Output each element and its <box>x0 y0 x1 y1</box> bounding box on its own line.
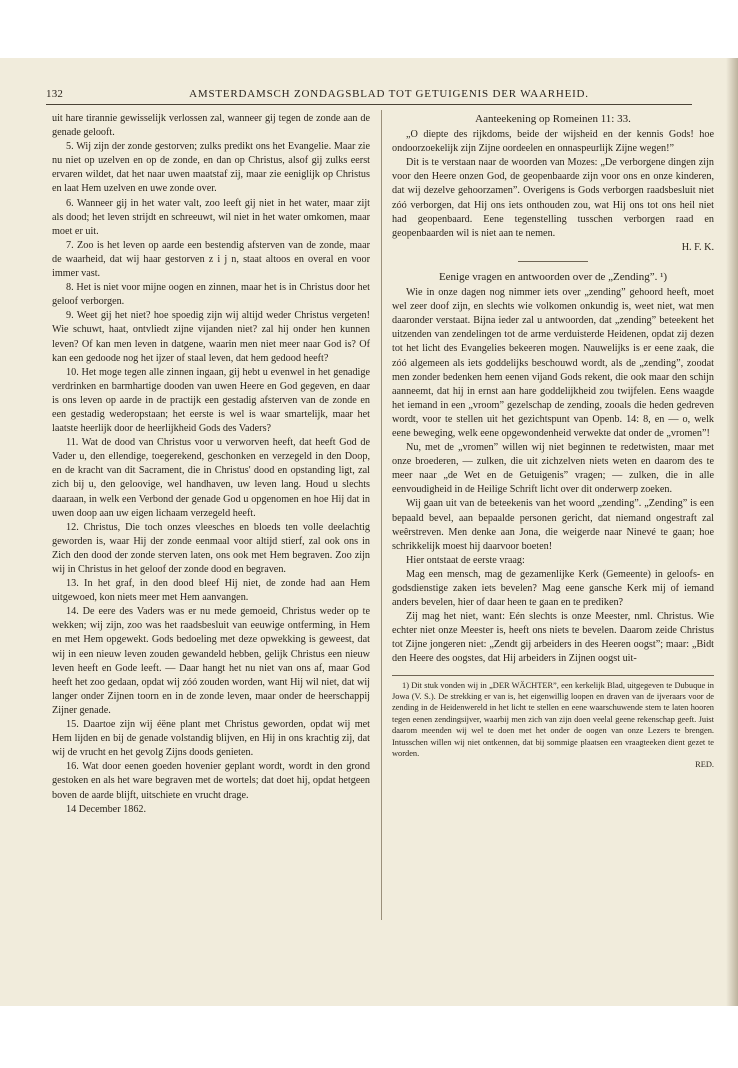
paragraph: 6. Wanneer gij in het water valt, zoo leeft gij niet in het water, maar zijt als dood; het leven strijdt en schreeuwt, wil niet in het water omkomen, maar moet er uit. <box>52 197 370 237</box>
paragraph: 13. In het graf, in den dood bleef Hij niet, de zonde had aan Hem uitgewoed, kon niets meer met Hem aanvangen. <box>52 578 370 604</box>
paragraph: 8. Het is niet voor mijne oogen en zinnen, maar het is in Christus door het geloof verborgen. <box>52 282 370 308</box>
paragraph: Wij gaan uit van de beteekenis van het woord „zending”. „Zending” is een bepaald bevel, aan bepaalde personen gericht, dat niemand ongestraft zal weêrstreven. Men denke aan Jona, die weigerde naar Ninevé te gaan; hoe schrikkelijk moest hij daarvoor boeten! <box>392 498 714 552</box>
footnote-signature: RED. <box>695 760 714 770</box>
paragraph: Zij mag het niet, want: Eén slechts is onze Meester, nml. Christus. Wie echter niet onze Meester is, heeft ons niets te bevelen. Daarom zeide Christus tot Zijne jongeren niet: „Zendt gij arbeiders in des Heeren oogst”; maar: „Bidt den Heere des oogstes, dat Hij arbeiders in Zijnen oogst uit- <box>392 611 714 665</box>
paragraph: Hier ontstaat de eerste vraag: <box>406 554 525 566</box>
section-divider <box>518 261 588 262</box>
page-header <box>46 88 692 105</box>
paragraph: 9. Weet gij het niet? hoe spoedig zijn wij altijd weder Christus vergeten! Wie schuwt, haat, ontvliedt zijne vijanden niet? zal hij onder hen kunnen leven? Of kan men leven in datgene, waarin men niet meer naar God is? Of kan een gedoode nog het ijzer of staal leven, dat hem gedood heeft? <box>52 310 370 364</box>
document-page <box>0 58 738 1006</box>
journal-title: AMSTERDAMSCH ZONDAGSBLAD TOT GETUIGENIS DER WAARHEID. <box>189 88 589 100</box>
paragraph: 10. Het moge tegen alle zinnen ingaan, gij hebt u evenwel in het genadige verdrinken en barmhartige dooden van uwen Heere en God gegeven, en daar is ons leven op aarde in de practijk een gestadig afsterven van de zonde en een gestadig wederopstaan; het eerste is wel is waar smartelijk, maar het laatste heerlijk door de heerlijkheid Gods des Vaders? <box>52 366 370 435</box>
paragraph: Wie in onze dagen nog nimmer iets over „zending” gehoord heeft, moet wel zeer doof zijn, en slechts wie volkomen onkundig is, weet niet, wat men daaronder verstaat. Bijna ieder zal u antwoorden, dat „zending” beteekent het uitzenden van zendelingen tot de arme verduisterde Heidenen, opdat zij dezen tot het licht des Evangelies bekeeren mogen. Nauwelijks is er eene zaak, die zóó algemeen als iets goddelijks beschouwd wordt, als de „zending”, zoodat men zonder bedenken hem eenen vijand Gods rekent, die ook maar den schijn aanneemt, dat hij in ernst aan hare goddelijkheid zou twijfelen. Eens waagde het iemand in een „vroom” gezelschap de zending, zooals die heden gedreven wordt, voor te stellen uit het gezichtspunt van Openb. 14: 8, en — o, welk eene beweging, welk eene opgewondenheid verwekte dat onder de „vromen”! <box>392 287 714 439</box>
paragraph: 14. De eere des Vaders was er nu mede gemoeid, Christus weder op te wekken; wij zijn, zoo was het raadsbesluit van eeuwige ontferming, in Hem en met Hem opgewekt. Gods bedoeling met deze opwekking is geweest, dat wij in een nieuw leven zouden gewandeld hebben, gelijk Christus een nieuw leven heeft en Gode leeft. — Daar hangt het nu niet van ons af, maar God heeft het zoo gedaan, opdat wij zóó zouden worden, want Hij wil niet, dat wij langer onder Zijnen toorn en in de zonde leven, maar onder de heerschappij Zijner genade. <box>52 606 370 716</box>
paragraph: 15. Daartoe zijn wij éëne plant met Christus geworden, opdat wij met Hem lijden en bij de genade volstandig blijven, en Hij in ons krachtig zij, dat wij de vrucht en het gevolg Zijns doods genieten. <box>52 719 370 759</box>
paragraph: Dit is te verstaan naar de woorden van Mozes: „De verborgene dingen zijn voor den Heere onzen God, de geopenbaarde zijn voor ons en onze kinderen, dat wij dezelve gehoorzamen”. Overigens is Gods verborgen raadsbesluit niet zóó verborgen, dat Hij ons iets onthouden zou, wat Hij ons tot ons heil niet had geopenbaard. Eene tegenstelling tusschen verborgen raad en geopenbaarden wil is niet aan te nemen. <box>392 157 714 239</box>
section-title: Eenige vragen en antwoorden over de „Zending”. ¹) <box>438 270 668 283</box>
footnote <box>392 675 714 771</box>
author-signature: H. F. K. <box>681 241 714 253</box>
page-number: 132 <box>46 88 64 100</box>
paragraph: 7. Zoo is het leven op aarde een bestendig afsterven van de zonde, maar de waarheid, dat wij haar gestorven z i j n, staat altoos en overal en voor immer vast. <box>52 239 370 280</box>
column-divider <box>381 110 382 920</box>
paragraph: Mag een mensch, mag de gezamenlijke Kerk (Gemeente) in geloofs- en godsdienstige zaken iets bevelen? Mag eene gansche Kerk mij of iemand anders bevelen, hier of daar heen te gaan en te prediken? <box>392 568 714 609</box>
paragraph: 5. Wij zijn der zonde gestorven; zulks predikt ons het Evangelie. Maar zie nu niet op uzelven en op de zonde, en dan op Christus, alsof gij zulks eerst ervaren wildet, dat het naar uwen maatstaf zij, maar zie eeniglijk op Christus en laat Hem uzelven en uwe zonde over. <box>52 141 370 195</box>
section-title: Aanteekening op Romeinen 11: 33. <box>475 113 631 125</box>
paragraph: uit hare tirannie gewisselijk verlossen zal, wanneer gij tegen de zonde aan de genade gelooft. <box>52 113 370 139</box>
scripture-quote: „O diepte des rijkdoms, beide der wijsheid en der kennis Gods! hoe ondoorzoekelijk zijn Zijne oordeelen en onnaspeurlijk Zijne wegen!” <box>392 129 714 155</box>
paragraph: 12. Christus, Die toch onzes vleesches en bloeds ten volle deelachtig geworden is, waar Hij der zonde eenmaal voor altijd stierf, zal ook ons in Zich den dood der zonde sterven laten, ons ook met Hem begraven. Zoo zijn wij in Christus in het geloof der zonde dood en begraven. <box>52 521 370 575</box>
left-column <box>52 112 370 817</box>
bottom-margin <box>0 1006 738 1068</box>
footnote-text: 1) Dit stuk vonden wij in „DER WÄCHTER”, een kerkelijk Blad, uitgegeven te Dubuque in Jowa (V. S.). De strekking er van is, het eigenwillig loopen en draven van de ijveraars voor de zending in de Heidenwereld in het licht te stellen en eene waarschuwende stem te laten hooren tegen eenen zendingsijver, waarbij men zich van zijn doen veelal geene rekenschap geeft. Juist daarom meenden wij wel te doen met het onder de oogen van onze Lezers te brengen. Intusschen willen wij niet ontkennen, dat bij sommige plaatsen een vraagteeken dient gezet te worden. <box>392 680 714 758</box>
paragraph: Nu, met de „vromen” willen wij niet beginnen te redetwisten, maar met onze broederen, — zulken, die uit zichzelven niets weten en daarom des te meer naar „de Wet en de Getuigenis” vragen; — zulken, die in alle eenvoudigheid in de Heilige Schrift licht over dit onderwerp zoeken. <box>392 442 714 496</box>
paragraph: 16. Wat door eenen goeden hovenier geplant wordt, wordt in den grond gestoken en als het ware begraven met de wortels; dat doet hij, opdat hetgeen boven de aarde blijft, uitschiete en vrucht drage. <box>52 761 370 801</box>
article-date: 14 December 1862. <box>66 803 147 815</box>
right-column <box>392 112 714 771</box>
paragraph: 11. Wat de dood van Christus voor u verworven heeft, dat heeft God de Vader u, den ellendige, toegerekend, geschonken en verzegeld in den Doop, en de kracht van dit Sacrament, die in Christus' dood en opstanding ligt, zal zich bij u, den geloovige, wel handhaven, uw leven lang. Houd u slechts daaraan, in welk een Verbond der genade God u opgenomen en hoe Hij dat in uwen doop aan uw eigen lichaam verzegeld heeft. <box>52 437 370 519</box>
